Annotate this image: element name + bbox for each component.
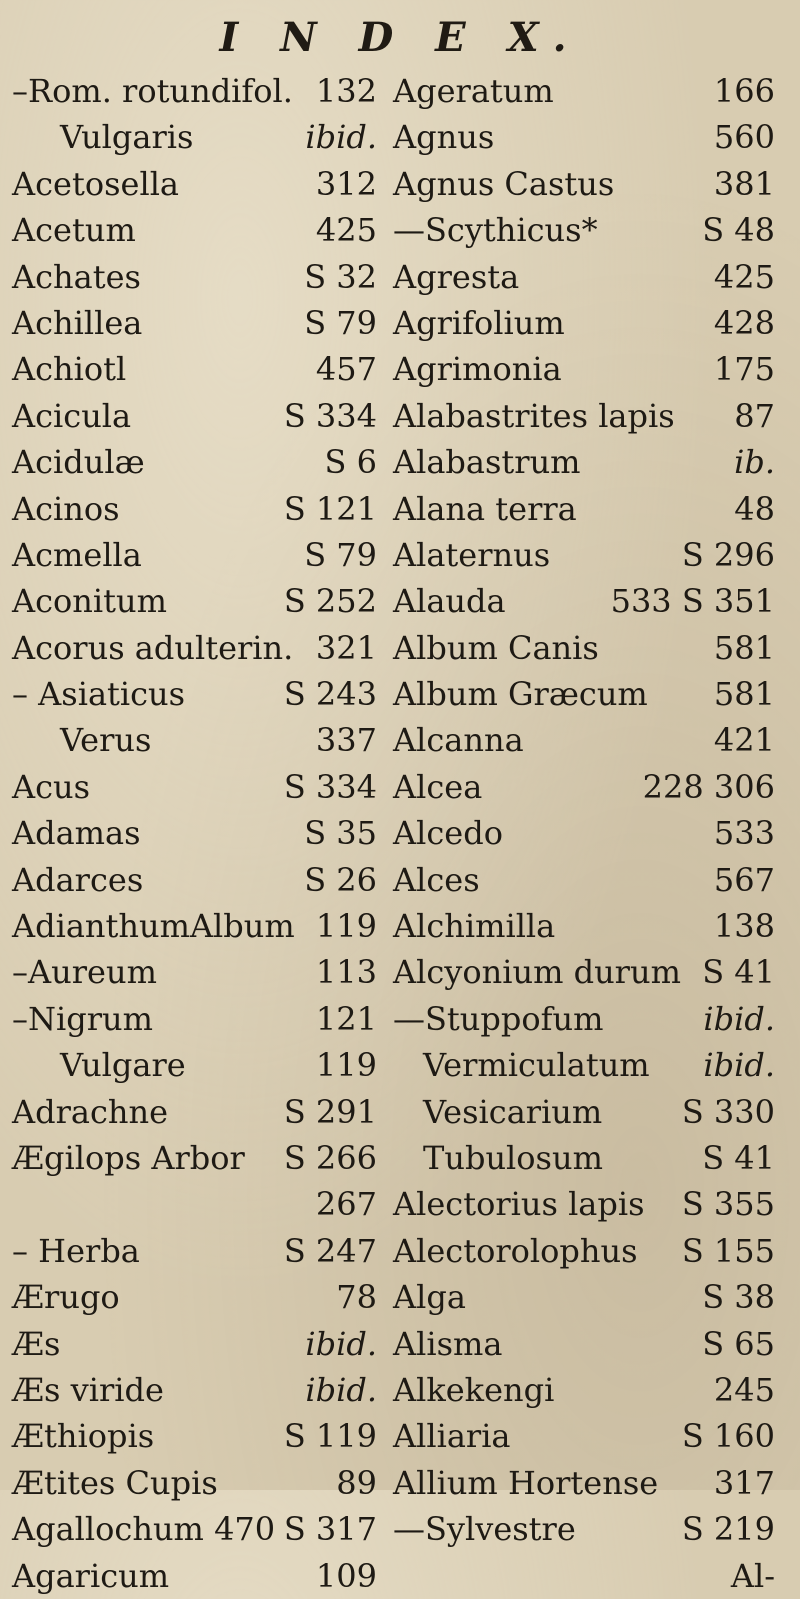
index-term: Æthiopis [12, 1417, 155, 1456]
index-entry [12, 207, 377, 253]
index-entry [12, 114, 377, 160]
page-reference: S 41 [702, 953, 775, 992]
index-term: —Sylvestre [393, 1510, 576, 1549]
page-reference: S 330 [681, 1092, 775, 1131]
index-term: Alcanna [393, 721, 524, 760]
index-entry [12, 1553, 377, 1599]
page-reference: 421 [713, 721, 775, 760]
index-entry [12, 486, 377, 532]
page-reference: S 243 [283, 675, 377, 714]
index-term: Aconitum [12, 582, 167, 621]
page-reference: S 355 [681, 1185, 775, 1224]
index-term: Alabastrites lapis [393, 396, 675, 435]
index-term: Alisma [393, 1324, 503, 1363]
index-term: Alces [393, 860, 480, 899]
page-reference: 87 [734, 396, 775, 435]
index-term: Acmella [12, 535, 142, 574]
page-reference: S 266 [283, 1138, 377, 1177]
index-entry [393, 532, 775, 578]
index-term: Adamas [12, 814, 141, 853]
index-term: Acicula [12, 396, 132, 435]
index-entry [393, 671, 775, 717]
index-term: Album Canis [393, 628, 599, 667]
page-reference: S 291 [283, 1092, 377, 1131]
index-entry [393, 486, 775, 532]
index-entry [393, 1135, 775, 1181]
index-term: Ægilops Arbor [12, 1138, 245, 1177]
index-entry [393, 68, 775, 114]
index-entry [12, 68, 377, 114]
index-entry [393, 857, 775, 903]
index-entry [12, 949, 377, 995]
page-reference: S 119 [283, 1417, 377, 1456]
page-reference: 425 [315, 211, 377, 250]
page-reference: S 252 [283, 582, 377, 621]
index-term: Alauda [393, 582, 506, 621]
index-entry [393, 1506, 775, 1552]
page-reference: 533 S 351 [610, 582, 775, 621]
page-reference: 317 [713, 1463, 775, 1502]
index-entry [393, 1089, 775, 1135]
index-term: —Stuppofum [393, 999, 604, 1038]
index-entry [393, 1228, 775, 1274]
index-entry [393, 1274, 775, 1320]
index-term: –Rom. rotundifol. [12, 72, 293, 110]
index-term: Acinos [12, 489, 120, 528]
index-entry [12, 996, 377, 1042]
index-term: Ætites Cupis [12, 1463, 218, 1502]
page-reference: S 65 [702, 1324, 775, 1363]
index-term: Acidulæ [12, 443, 145, 482]
index-entry [393, 1553, 775, 1599]
index-column-right [393, 68, 775, 1599]
page-reference: 89 [336, 1463, 377, 1502]
page-reference: ibid. [703, 999, 775, 1038]
page-reference: ib. [734, 443, 775, 482]
index-term: –Aureum [12, 953, 157, 992]
index-term: Agresta [393, 257, 520, 296]
page-reference: 567 [713, 860, 775, 899]
index-term: Album Græcum [393, 675, 648, 714]
page-reference: ibid. [305, 1324, 377, 1363]
index-entry [12, 1181, 377, 1227]
index-entry [393, 300, 775, 346]
page-reference: 312 [315, 164, 377, 203]
index-entry [12, 532, 377, 578]
index-entry [393, 764, 775, 810]
index-entry [393, 1042, 775, 1088]
page-reference: 113 [315, 953, 377, 992]
page-reference: 428 [713, 303, 775, 342]
page-reference: S 317 [283, 1510, 377, 1549]
index-term: Adrachne [12, 1092, 169, 1131]
page-reference: S 155 [681, 1231, 775, 1270]
index-term: Vermiculatum [423, 1046, 650, 1085]
page-reference: 245 [713, 1370, 775, 1409]
index-entry [12, 1228, 377, 1274]
page-reference: 119 [315, 907, 377, 946]
index-term: Acetosella [12, 164, 179, 203]
index-term: Alliaria [393, 1417, 511, 1456]
page-reference: 109 [315, 1556, 377, 1595]
index-term: Acetum [12, 211, 136, 250]
index-term: Allium Hortense [393, 1463, 659, 1502]
index-term: Alana terra [393, 489, 577, 528]
index-term: Ageratum [393, 72, 554, 110]
index-entry [393, 1413, 775, 1459]
index-term: Acorus adulterin. [12, 628, 294, 667]
index-entry [12, 671, 377, 717]
index-entry [393, 439, 775, 485]
page-reference: 78 [336, 1278, 377, 1317]
index-term: Ærugo [12, 1278, 120, 1317]
index-term: Vulgare [60, 1046, 186, 1085]
page-reference: S 334 [283, 767, 377, 806]
page-reference: S 38 [702, 1278, 775, 1317]
index-term: Alectorolophus [393, 1231, 638, 1270]
page-reference: 48 [734, 489, 775, 528]
index-entry [393, 207, 775, 253]
index-column-left [12, 68, 377, 1599]
page-reference: 337 [315, 721, 377, 760]
index-term: Achates [12, 257, 141, 296]
page-reference: 138 [713, 907, 775, 946]
index-entry [12, 903, 377, 949]
index-entry [12, 393, 377, 439]
index-term: –Nigrum [12, 999, 153, 1038]
page-reference: S 79 [304, 535, 377, 574]
index-entry [12, 1321, 377, 1367]
page-reference: S 296 [681, 535, 775, 574]
index-term: Agrifolium [393, 303, 565, 342]
page-reference: S 41 [702, 1138, 775, 1177]
page-reference: S 334 [283, 396, 377, 435]
page-reference: 381 [713, 164, 775, 203]
page-heading: I N D E X. [219, 14, 581, 61]
page-reference: S 219 [681, 1510, 775, 1549]
page-reference: 132 [315, 72, 377, 110]
index-entry [12, 1089, 377, 1135]
page-reference: 166 [713, 72, 775, 110]
page-reference: S 160 [681, 1417, 775, 1456]
index-entry [393, 810, 775, 856]
index-entry [12, 161, 377, 207]
index-term: Tubulosum [423, 1138, 603, 1177]
index-term: Agnus Castus [393, 164, 615, 203]
index-term: Vulgaris [60, 118, 194, 157]
index-term: Alcea [393, 767, 483, 806]
page-reference: 119 [315, 1046, 377, 1085]
page-reference: S 79 [304, 303, 377, 342]
page-reference: S 247 [283, 1231, 377, 1270]
index-entry [393, 161, 775, 207]
page-reference: 121 [315, 999, 377, 1038]
page-reference: 228 306 [642, 767, 775, 806]
page-reference: ibid. [703, 1046, 775, 1085]
page-reference: 581 [713, 675, 775, 714]
index-entry [393, 346, 775, 392]
index-entry [12, 1506, 377, 1552]
index-entry [12, 810, 377, 856]
index-term: Adarces [12, 860, 144, 899]
index-term: Alkekengi [393, 1370, 555, 1409]
index-term: Agaricum [12, 1556, 170, 1595]
index-entry [12, 1367, 377, 1413]
page-reference: 267 [315, 1185, 377, 1224]
index-entry [12, 625, 377, 671]
index-entry [12, 717, 377, 763]
index-term: Verus [60, 721, 152, 760]
page-reference: S 26 [304, 860, 377, 899]
index-entry [393, 949, 775, 995]
index-entry [393, 903, 775, 949]
index-term: Agallochum 470 [12, 1510, 276, 1549]
index-term: – Herba [12, 1231, 140, 1270]
page-reference: S 35 [304, 814, 377, 853]
page-reference: 425 [713, 257, 775, 296]
index-entry [12, 1413, 377, 1459]
index-entry [393, 717, 775, 763]
index-entry [12, 1274, 377, 1320]
index-term: Vesicarium [423, 1092, 603, 1131]
index-entry [12, 346, 377, 392]
index-term: Æs viride [12, 1370, 164, 1409]
page-reference: 560 [713, 118, 775, 157]
index-term: Agnus [393, 118, 495, 157]
page-reference: ibid. [305, 1370, 377, 1409]
index-entry [12, 857, 377, 903]
index-term: Alabastrum [393, 443, 581, 482]
index-term: —Scythicus* [393, 211, 598, 250]
index-term: Alaternus [393, 535, 551, 574]
index-entry [393, 578, 775, 624]
page-reference: S 121 [283, 489, 377, 528]
index-entry [393, 1367, 775, 1413]
index-term: Agrimonia [393, 350, 562, 389]
index-entry [12, 439, 377, 485]
index-term: Æs [12, 1324, 61, 1363]
index-entry [393, 1321, 775, 1367]
index-entry [393, 625, 775, 671]
index-term: Achillea [12, 303, 143, 342]
index-entry [12, 1460, 377, 1506]
index-term: Alga [393, 1278, 466, 1317]
index-entry [393, 393, 775, 439]
index-term: Acus [12, 767, 91, 806]
index-term: Alcedo [393, 814, 503, 853]
index-term: Achiotl [12, 350, 127, 389]
index-entry [393, 1181, 775, 1227]
page-reference: ibid. [305, 118, 377, 157]
index-term: Alectorius lapis [393, 1185, 645, 1224]
page-reference: 457 [315, 350, 377, 389]
index-term: Alchimilla [393, 907, 556, 946]
page-reference: Al- [730, 1556, 775, 1595]
page-reference: S 6 [324, 443, 377, 482]
index-entry [393, 996, 775, 1042]
index-entry [12, 254, 377, 300]
index-entry [12, 578, 377, 624]
index-entry [393, 114, 775, 160]
index-term: – Asiaticus [12, 675, 186, 714]
page-reference: 321 [315, 628, 377, 667]
index-entry [12, 764, 377, 810]
index-entry [393, 1460, 775, 1506]
page-reference: S 32 [304, 257, 377, 296]
index-entry [12, 300, 377, 346]
index-entry [12, 1135, 377, 1181]
page-reference: 175 [713, 350, 775, 389]
page-reference: 581 [713, 628, 775, 667]
index-term: Alcyonium durum [393, 953, 681, 992]
index-entry [393, 254, 775, 300]
page-reference: 533 [713, 814, 775, 853]
index-entry [12, 1042, 377, 1088]
page-reference: S 48 [702, 211, 775, 250]
index-term: AdianthumAlbum [12, 907, 295, 946]
